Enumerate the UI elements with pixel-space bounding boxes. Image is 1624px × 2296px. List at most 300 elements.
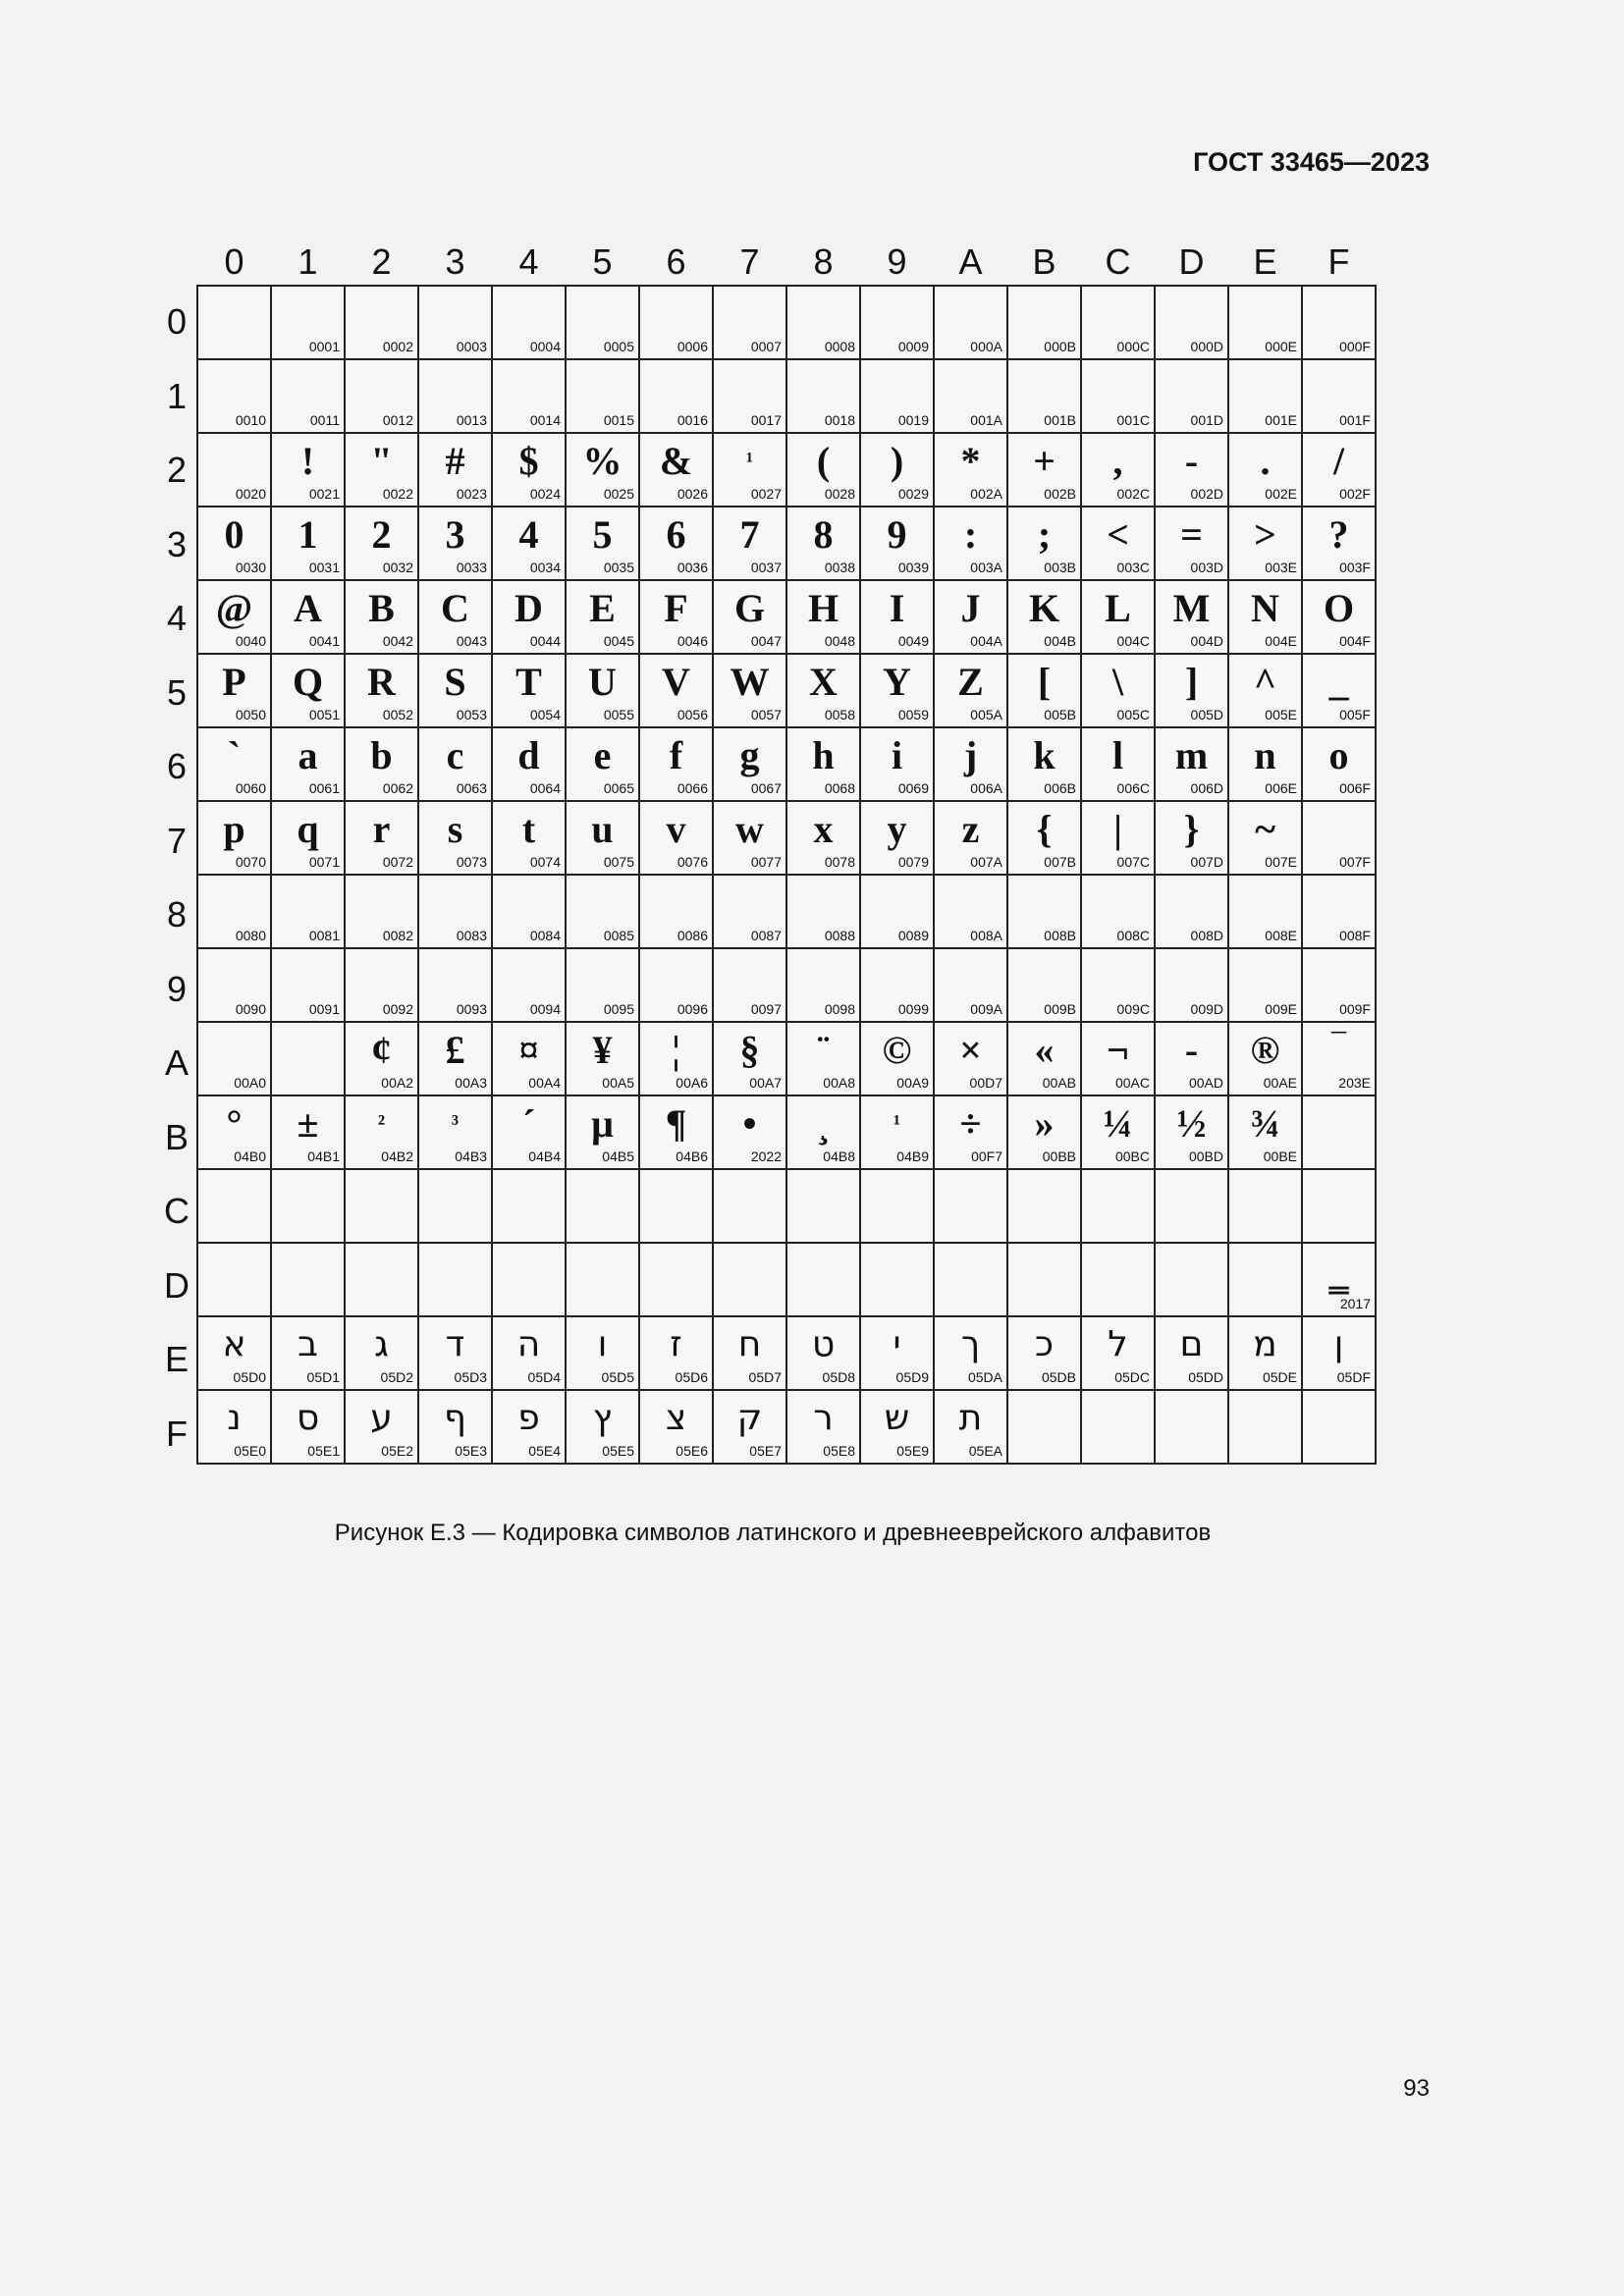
glyph: ! — [300, 439, 315, 483]
glyph: ר — [813, 1398, 834, 1438]
code-label: 006C — [1116, 780, 1150, 796]
column-header: B — [1032, 241, 1056, 282]
code-cell — [271, 654, 345, 727]
row-header: 3 — [166, 523, 188, 564]
code-label: 0098 — [824, 1001, 855, 1017]
code-cell — [786, 948, 860, 1022]
code-cell — [639, 875, 713, 948]
code-label: 001F — [1339, 412, 1371, 428]
glyph: v — [666, 807, 686, 851]
column-header: E — [1253, 241, 1277, 282]
code-cell — [786, 801, 860, 875]
code-cell — [418, 801, 492, 875]
glyph: § — [739, 1028, 760, 1072]
glyph: ע — [370, 1398, 393, 1438]
code-cell — [1302, 433, 1376, 507]
code-cell — [1155, 1243, 1228, 1316]
code-cell — [934, 1169, 1007, 1243]
code-label: 000A — [970, 339, 1002, 354]
code-cell — [860, 359, 934, 433]
glyph: > — [1254, 512, 1276, 557]
glyph: X — [809, 660, 838, 704]
code-label: 00AE — [1263, 1075, 1297, 1091]
code-cell — [1081, 286, 1155, 359]
glyph: U — [588, 660, 617, 704]
code-cell — [786, 1316, 860, 1390]
code-label: 0073 — [456, 854, 487, 870]
code-cell — [418, 654, 492, 727]
code-label: 0046 — [677, 633, 708, 649]
code-cell — [786, 1390, 860, 1464]
code-label: 0039 — [897, 560, 929, 575]
code-cell — [566, 286, 639, 359]
glyph: נ — [227, 1398, 242, 1438]
code-cell — [639, 433, 713, 507]
code-label: 0082 — [382, 928, 413, 943]
code-cell — [860, 1169, 934, 1243]
glyph: ½ — [1176, 1101, 1207, 1146]
code-cell — [1081, 948, 1155, 1022]
code-cell — [492, 654, 566, 727]
glyph: ק — [736, 1398, 763, 1438]
glyph: G — [733, 586, 766, 630]
code-label: 05D1 — [306, 1369, 340, 1385]
code-cell — [1302, 1243, 1376, 1316]
code-cell — [197, 875, 271, 948]
code-cell — [345, 433, 418, 507]
code-cell — [1081, 727, 1155, 801]
glyph: / — [1332, 439, 1345, 483]
code-label: 05E1 — [307, 1443, 340, 1459]
code-label: 005F — [1339, 707, 1371, 722]
code-cell — [713, 1316, 786, 1390]
glyph: [ — [1037, 660, 1052, 704]
code-label: 0080 — [235, 928, 266, 943]
code-cell — [1007, 1316, 1081, 1390]
glyph: ש — [884, 1398, 910, 1438]
code-cell — [197, 1095, 271, 1169]
row-header: 6 — [166, 746, 188, 786]
code-cell — [197, 359, 271, 433]
code-cell — [1081, 875, 1155, 948]
glyph: ÷ — [959, 1101, 982, 1146]
code-cell — [786, 1169, 860, 1243]
code-cell — [1228, 433, 1302, 507]
glyph: ג — [374, 1324, 389, 1364]
code-label: 00A4 — [528, 1075, 561, 1091]
code-label: 0022 — [382, 486, 413, 502]
code-label: 009A — [970, 1001, 1002, 1017]
glyph: כ — [1034, 1324, 1055, 1364]
code-cell — [1302, 580, 1376, 654]
code-label: 001A — [970, 412, 1002, 428]
code-label: 008F — [1339, 928, 1371, 943]
code-cell — [566, 1022, 639, 1095]
code-cell — [1007, 507, 1081, 580]
code-label: 05DA — [967, 1369, 1002, 1385]
table-row — [197, 580, 1376, 654]
code-label: 002D — [1190, 486, 1223, 502]
code-cell — [1007, 875, 1081, 948]
glyph: i — [891, 733, 903, 777]
code-cell — [1081, 1095, 1155, 1169]
code-label: 0028 — [824, 486, 855, 502]
glyph: ד — [445, 1324, 465, 1364]
code-label: 0054 — [529, 707, 561, 722]
table-row — [197, 507, 1376, 580]
glyph: m — [1174, 733, 1209, 777]
code-cell — [197, 1390, 271, 1464]
code-cell — [492, 727, 566, 801]
code-label: 003A — [970, 560, 1002, 575]
code-label: 0062 — [382, 780, 413, 796]
glyph: V — [662, 660, 690, 704]
code-cell — [1228, 507, 1302, 580]
code-cell — [1228, 1095, 1302, 1169]
code-label: 00A3 — [455, 1075, 487, 1091]
glyph: n — [1254, 733, 1276, 777]
code-label: 0047 — [750, 633, 782, 649]
glyph: u — [591, 807, 614, 851]
code-cell — [418, 875, 492, 948]
glyph: ן — [1333, 1324, 1344, 1364]
code-label: 009B — [1044, 1001, 1076, 1017]
code-label: 05D0 — [233, 1369, 266, 1385]
code-label: 0043 — [456, 633, 487, 649]
code-label: 0010 — [235, 412, 266, 428]
code-label: 009D — [1190, 1001, 1223, 1017]
code-label: 0071 — [308, 854, 340, 870]
glyph: 0 — [224, 512, 244, 557]
code-cell — [860, 580, 934, 654]
glyph: 7 — [739, 512, 760, 557]
code-cell — [639, 1022, 713, 1095]
code-cell — [1228, 1316, 1302, 1390]
column-header: 3 — [445, 241, 465, 282]
code-cell — [639, 654, 713, 727]
glyph: T — [515, 660, 542, 704]
code-cell — [566, 359, 639, 433]
code-label: 006B — [1044, 780, 1076, 796]
code-label: 003D — [1190, 560, 1223, 575]
code-cell — [197, 801, 271, 875]
code-label: 001C — [1116, 412, 1150, 428]
glyph: ף — [443, 1398, 467, 1438]
glyph: g — [739, 733, 760, 777]
code-cell — [566, 654, 639, 727]
code-cell — [1081, 1390, 1155, 1464]
code-label: 004A — [970, 633, 1002, 649]
code-label: 005D — [1190, 707, 1223, 722]
glyph: ¸ — [816, 1101, 831, 1146]
code-label: 0012 — [382, 412, 413, 428]
code-cell — [639, 1243, 713, 1316]
code-cell — [1228, 1169, 1302, 1243]
row-header: 4 — [166, 598, 188, 638]
code-label: 009C — [1116, 1001, 1150, 1017]
code-cell — [860, 1316, 934, 1390]
code-cell — [345, 727, 418, 801]
code-cell — [492, 1316, 566, 1390]
code-label: 0089 — [897, 928, 929, 943]
glyph: # — [445, 439, 465, 483]
code-cell — [566, 433, 639, 507]
code-label: 00A8 — [823, 1075, 855, 1091]
code-cell — [713, 875, 786, 948]
code-label: 0006 — [677, 339, 708, 354]
code-label: 0077 — [750, 854, 782, 870]
code-label: 005A — [970, 707, 1002, 722]
code-label: 0063 — [456, 780, 487, 796]
code-label: 0058 — [824, 707, 855, 722]
code-cell — [418, 507, 492, 580]
glyph: < — [1107, 512, 1129, 557]
glyph: 1 — [298, 512, 318, 557]
code-label: 008A — [970, 928, 1002, 943]
glyph: ת — [958, 1398, 983, 1438]
code-cell — [197, 948, 271, 1022]
code-label: 0094 — [529, 1001, 561, 1017]
code-label: 0009 — [897, 339, 929, 354]
code-cell — [786, 580, 860, 654]
code-cell — [1007, 286, 1081, 359]
code-cell — [197, 580, 271, 654]
code-label: 00AC — [1114, 1075, 1150, 1091]
code-label: 04B5 — [602, 1148, 634, 1164]
code-label: 009E — [1265, 1001, 1297, 1017]
code-label: 00F7 — [971, 1148, 1002, 1164]
glyph: ³ — [451, 1111, 460, 1137]
code-cell — [1228, 727, 1302, 801]
code-cell — [1228, 286, 1302, 359]
glyph: w — [735, 807, 764, 851]
code-cell — [934, 507, 1007, 580]
code-cell — [713, 359, 786, 433]
code-label: 05DE — [1262, 1369, 1297, 1385]
glyph: ז — [670, 1324, 682, 1364]
glyph: - — [1184, 439, 1199, 483]
code-cell — [786, 1243, 860, 1316]
code-cell — [1302, 1169, 1376, 1243]
code-label: 05E6 — [676, 1443, 708, 1459]
code-label: 0035 — [603, 560, 634, 575]
code-cell — [271, 1169, 345, 1243]
code-label: 05E2 — [381, 1443, 413, 1459]
code-cell — [418, 1390, 492, 1464]
glyph: א — [222, 1324, 246, 1364]
code-cell — [345, 1390, 418, 1464]
code-label: 0085 — [603, 928, 634, 943]
code-label: 0095 — [603, 1001, 634, 1017]
glyph: Q — [292, 660, 324, 704]
code-cell — [271, 801, 345, 875]
glyph: & — [659, 439, 693, 483]
code-cell — [1081, 433, 1155, 507]
glyph: k — [1033, 733, 1056, 777]
code-label: 0014 — [529, 412, 561, 428]
column-header: C — [1105, 241, 1131, 282]
table-row — [197, 875, 1376, 948]
code-label: 05D5 — [601, 1369, 634, 1385]
code-label: 0023 — [456, 486, 487, 502]
code-cell — [271, 1316, 345, 1390]
code-cell — [1228, 1022, 1302, 1095]
code-cell — [934, 359, 1007, 433]
table-row — [197, 433, 1376, 507]
code-cell — [345, 507, 418, 580]
glyph: ¢ — [371, 1028, 392, 1072]
code-label: 006E — [1265, 780, 1297, 796]
code-label: 004B — [1044, 633, 1076, 649]
code-label: 002E — [1265, 486, 1297, 502]
row-header: F — [166, 1413, 188, 1454]
code-cell — [1155, 654, 1228, 727]
code-label: 0087 — [750, 928, 782, 943]
row-header: 7 — [166, 820, 188, 861]
code-label: 05E5 — [602, 1443, 634, 1459]
code-cell — [713, 948, 786, 1022]
glyph: פ — [517, 1398, 540, 1438]
code-cell — [1302, 801, 1376, 875]
code-cell — [1007, 948, 1081, 1022]
code-label: 001B — [1044, 412, 1076, 428]
glyph: ° — [226, 1101, 243, 1146]
code-label: 0078 — [824, 854, 855, 870]
code-cell — [1302, 1095, 1376, 1169]
code-cell — [934, 801, 1007, 875]
code-cell — [639, 359, 713, 433]
code-cell — [713, 286, 786, 359]
glyph: S — [444, 660, 466, 704]
code-label: 00A0 — [234, 1075, 266, 1091]
code-cell — [492, 875, 566, 948]
glyph: z — [961, 807, 980, 851]
code-cell — [1007, 433, 1081, 507]
code-cell — [860, 507, 934, 580]
code-label: 00BD — [1188, 1148, 1223, 1164]
code-cell — [1007, 1390, 1081, 1464]
code-label: 003E — [1265, 560, 1297, 575]
code-cell — [1155, 286, 1228, 359]
glyph: Y — [883, 660, 911, 704]
glyph: y — [887, 807, 907, 851]
code-label: 0020 — [235, 486, 266, 502]
code-label: 05E8 — [823, 1443, 855, 1459]
code-cell — [713, 580, 786, 654]
code-cell — [1155, 875, 1228, 948]
glyph: % — [582, 439, 623, 483]
row-header: 8 — [166, 894, 188, 934]
glyph: 8 — [813, 512, 834, 557]
code-label: 0040 — [235, 633, 266, 649]
code-cell — [197, 507, 271, 580]
code-cell — [934, 727, 1007, 801]
code-label: 0036 — [677, 560, 708, 575]
code-cell — [1228, 580, 1302, 654]
code-label: 05DB — [1041, 1369, 1076, 1385]
code-cell — [713, 727, 786, 801]
figure-caption: Рисунок Е.3 — Кодировка символов латинского и древнееврейского алфавитов — [334, 1520, 1212, 1546]
code-label: 2022 — [750, 1148, 782, 1164]
code-cell — [1228, 654, 1302, 727]
code-label: 00AB — [1042, 1075, 1076, 1091]
code-cell — [1081, 1316, 1155, 1390]
code-label: 0001 — [308, 339, 340, 354]
code-cell — [345, 654, 418, 727]
column-headers — [197, 236, 1376, 286]
code-label: 0008 — [824, 339, 855, 354]
code-label: 0018 — [824, 412, 855, 428]
code-cell — [492, 1022, 566, 1095]
code-label: 0053 — [456, 707, 487, 722]
table-row — [197, 1022, 1376, 1095]
glyph: r — [372, 807, 391, 851]
code-cell — [197, 286, 271, 359]
code-label: 0026 — [677, 486, 708, 502]
code-label: 203E — [1338, 1075, 1371, 1091]
code-label: 0030 — [235, 560, 266, 575]
code-cell — [418, 1243, 492, 1316]
code-cell — [786, 875, 860, 948]
code-label: 0064 — [529, 780, 561, 796]
column-header: D — [1178, 241, 1205, 282]
glyph: b — [370, 733, 393, 777]
code-label: 04B0 — [234, 1148, 266, 1164]
code-cell — [639, 948, 713, 1022]
glyph: - — [1184, 1028, 1199, 1072]
glyph: 6 — [666, 512, 686, 557]
row-header: 0 — [166, 301, 188, 342]
code-cell — [1081, 1243, 1155, 1316]
code-cell — [786, 727, 860, 801]
code-label: 002C — [1116, 486, 1150, 502]
code-label: 04B4 — [528, 1148, 561, 1164]
row-header: A — [164, 1042, 189, 1083]
table-row — [197, 286, 1376, 359]
code-label: 0088 — [824, 928, 855, 943]
glyph: ¥ — [592, 1028, 613, 1072]
glyph: D — [514, 586, 543, 630]
code-label: 007C — [1116, 854, 1150, 870]
glyph: I — [889, 586, 905, 630]
glyph: s — [447, 807, 463, 851]
code-label: 0075 — [603, 854, 634, 870]
code-cell — [566, 948, 639, 1022]
code-cell — [639, 727, 713, 801]
code-label: 0033 — [456, 560, 487, 575]
code-label: 0052 — [382, 707, 413, 722]
row-header: 9 — [166, 968, 188, 1009]
glyph: ה — [516, 1324, 541, 1364]
code-cell — [786, 507, 860, 580]
code-cell — [934, 1316, 1007, 1390]
code-label: 05E3 — [455, 1443, 487, 1459]
code-cell — [786, 1095, 860, 1169]
code-label: 0037 — [750, 560, 782, 575]
code-label: 001E — [1265, 412, 1297, 428]
code-label: 005E — [1265, 707, 1297, 722]
code-cell — [860, 1243, 934, 1316]
code-cell — [197, 1022, 271, 1095]
code-label: 0048 — [824, 633, 855, 649]
table-row — [197, 1316, 1376, 1390]
glyph: @ — [215, 586, 253, 630]
glyph: \ — [1111, 660, 1124, 704]
code-cell — [1007, 1022, 1081, 1095]
code-cell — [566, 580, 639, 654]
glyph: µ — [590, 1101, 615, 1146]
table-row — [197, 1095, 1376, 1169]
